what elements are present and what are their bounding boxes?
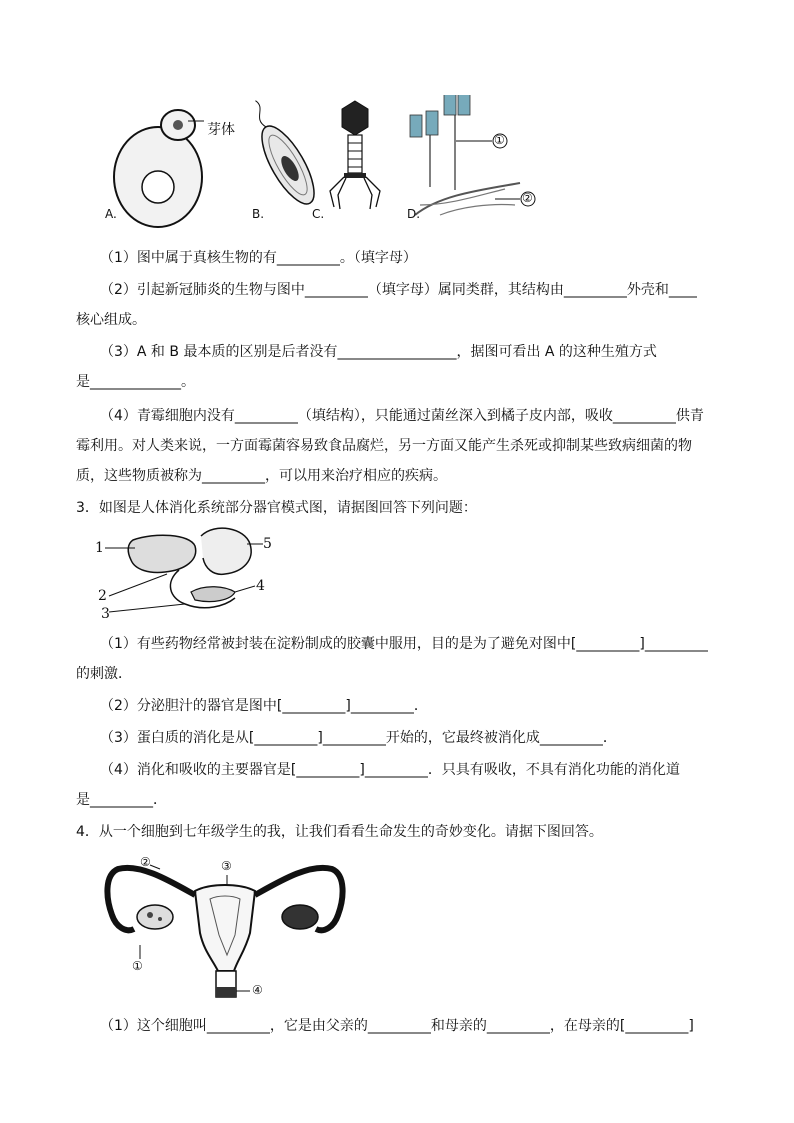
repro-label-3: ③ (221, 859, 232, 873)
digestive-label-4: 4 (256, 578, 265, 594)
q4-stem: 4．从一个细胞到七年级学生的我，让我们看看生命发生的奇妙变化。请据下图回答。 (76, 824, 603, 840)
repro-label-2: ② (140, 855, 151, 869)
q2-part4: （4）青霉细胞内没有_________（填结构），只能通过菌丝深入到橘子皮内部，吸收_________供青 (100, 408, 704, 424)
penicillium-drawing (410, 95, 535, 215)
bacterium-drawing (238, 95, 324, 211)
label-bud: 芽体 (207, 122, 235, 138)
reproductive-figure-drawing (100, 855, 360, 1005)
reproductive-figure (100, 855, 360, 1005)
organisms-figure (100, 95, 560, 230)
q3-part1: （1）有些药物经常被封装在淀粉制成的胶囊中服用，目的是为了避免对图中[_________]_________ (100, 636, 708, 652)
q3-part3: （3）蛋白质的消化是从[_________]_________开始的，它最终被消化成_________． (100, 730, 617, 746)
label-b: B. (252, 207, 265, 221)
digestive-label-1: 1 (95, 540, 104, 556)
q2-part4-cont1: 霉利用。对人类来说，一方面霉菌容易致食品腐烂，另一方面又能产生杀死或抑制某些致病细菌的物 (76, 438, 692, 454)
digestive-label-3: 3 (101, 606, 110, 622)
q2-part4-cont2: 质，这些物质被称为_________，可以用来治疗相应的疾病。 (76, 468, 447, 484)
q4-part1: （1）这个细胞叫_________，它是由父亲的_________和母亲的_________，在母亲的[_________] (100, 1018, 694, 1034)
digestive-label-2: 2 (98, 588, 107, 604)
digestive-label-5: 5 (263, 536, 272, 552)
label-d: D. (407, 207, 421, 221)
label-mark2: ② (522, 191, 533, 205)
yeast-cell-drawing (114, 110, 204, 227)
digestive-figure-drawing (95, 526, 275, 624)
q2-part1: （1）图中属于真核生物的有_________。（填字母） (100, 250, 417, 266)
q2-part2-cont: 核心组成。 (76, 312, 146, 328)
bacteriophage-drawing (330, 101, 380, 209)
organisms-figure-drawing (100, 95, 560, 230)
q3-stem: 3．如图是人体消化系统部分器官模式图，请据图回答下列问题： (76, 500, 477, 516)
q2-part3-cont: 是_____________。 (76, 374, 195, 390)
digestive-figure (95, 526, 275, 624)
q2-part2: （2）引起新冠肺炎的生物与图中_________（填字母）属同类群，其结构由_________外壳和____ (100, 282, 697, 298)
repro-label-1: ① (132, 959, 143, 973)
q3-part4-cont: 是_________． (76, 792, 167, 808)
repro-label-4: ④ (252, 983, 263, 997)
label-c: C. (312, 207, 325, 221)
label-a: A. (105, 207, 117, 221)
q3-part4: （4）消化和吸收的主要器官是[_________]_________．只具有吸收，不具有消化功能的消化道 (100, 762, 680, 778)
label-mark1: ① (494, 133, 505, 147)
q2-part3: （3）A 和 B 最本质的区别是后者没有_________________，据图可看出 A 的这种生殖方式 (100, 344, 657, 360)
q3-part1-cont: 的刺激． (76, 666, 132, 682)
q3-part2: （2）分泌胆汁的器官是图中[_________]_________． (100, 698, 428, 714)
